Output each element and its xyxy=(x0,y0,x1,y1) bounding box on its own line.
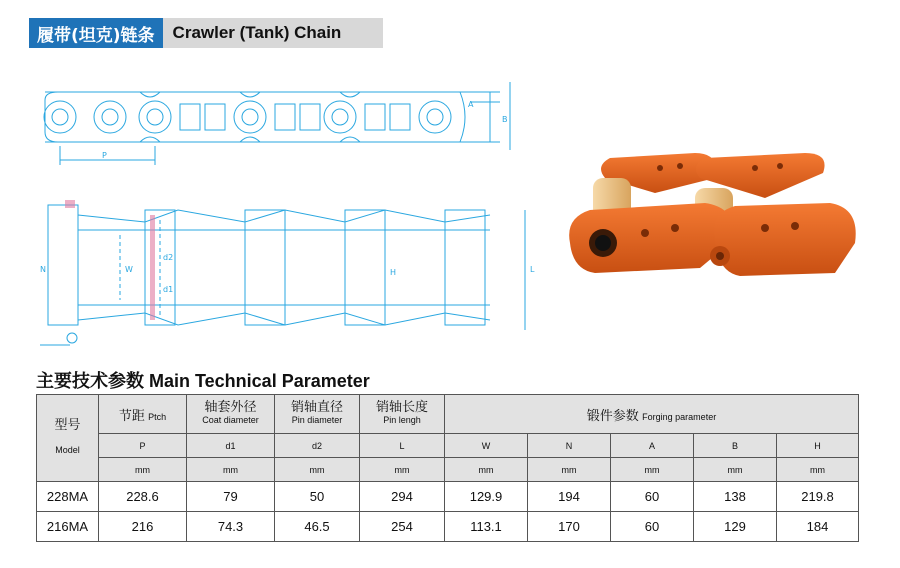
dim-w-label: W xyxy=(125,265,133,274)
dim-d2-label: d2 xyxy=(163,253,174,262)
technical-drawing xyxy=(30,80,550,360)
dim-n-label: N xyxy=(40,265,46,274)
dim-a-label: A xyxy=(468,100,474,109)
chain-drawing-svg xyxy=(30,80,550,360)
dim-d1-label: d1 xyxy=(163,285,174,294)
title-bar xyxy=(29,18,383,48)
dim-h-label: H xyxy=(390,268,397,277)
dim-p-label: P xyxy=(102,151,107,160)
coat-header: 轴套外径 Coat diameter xyxy=(187,395,275,434)
side-view xyxy=(44,82,510,165)
symbol-row: P d1 d2 L W N A B H xyxy=(37,434,859,458)
chain-photo-svg xyxy=(565,148,865,288)
title-cn: 履带(坦克)链条 xyxy=(29,18,163,48)
pitch-header: 节距 Ptch xyxy=(99,395,187,434)
table-row: 228MA 228.6 79 50 294 129.9 194 60 138 219.8 xyxy=(37,482,859,512)
model-header: 型号 Model xyxy=(37,395,99,482)
title-en: Crawler (Tank) Chain xyxy=(163,18,383,48)
pin-length-header: 销轴长度 Pin lengh xyxy=(360,395,445,434)
parameter-table xyxy=(36,394,859,542)
table-row: 216MA 216 74.3 46.5 254 113.1 170 60 129 184 xyxy=(37,512,859,542)
forging-header: 锻件参数 Forging parameter xyxy=(445,395,859,434)
pin-diameter-header: 销轴直径 Pin diameter xyxy=(275,395,360,434)
unit-row: mm mm mm mm mm mm mm mm mm xyxy=(37,458,859,482)
dim-l-label: L xyxy=(530,265,535,274)
chain-photo xyxy=(565,148,865,288)
dim-b-label: B xyxy=(502,115,508,124)
top-view xyxy=(40,205,525,345)
section-heading: 主要技术参数 Main Technical Parameter xyxy=(36,371,370,391)
